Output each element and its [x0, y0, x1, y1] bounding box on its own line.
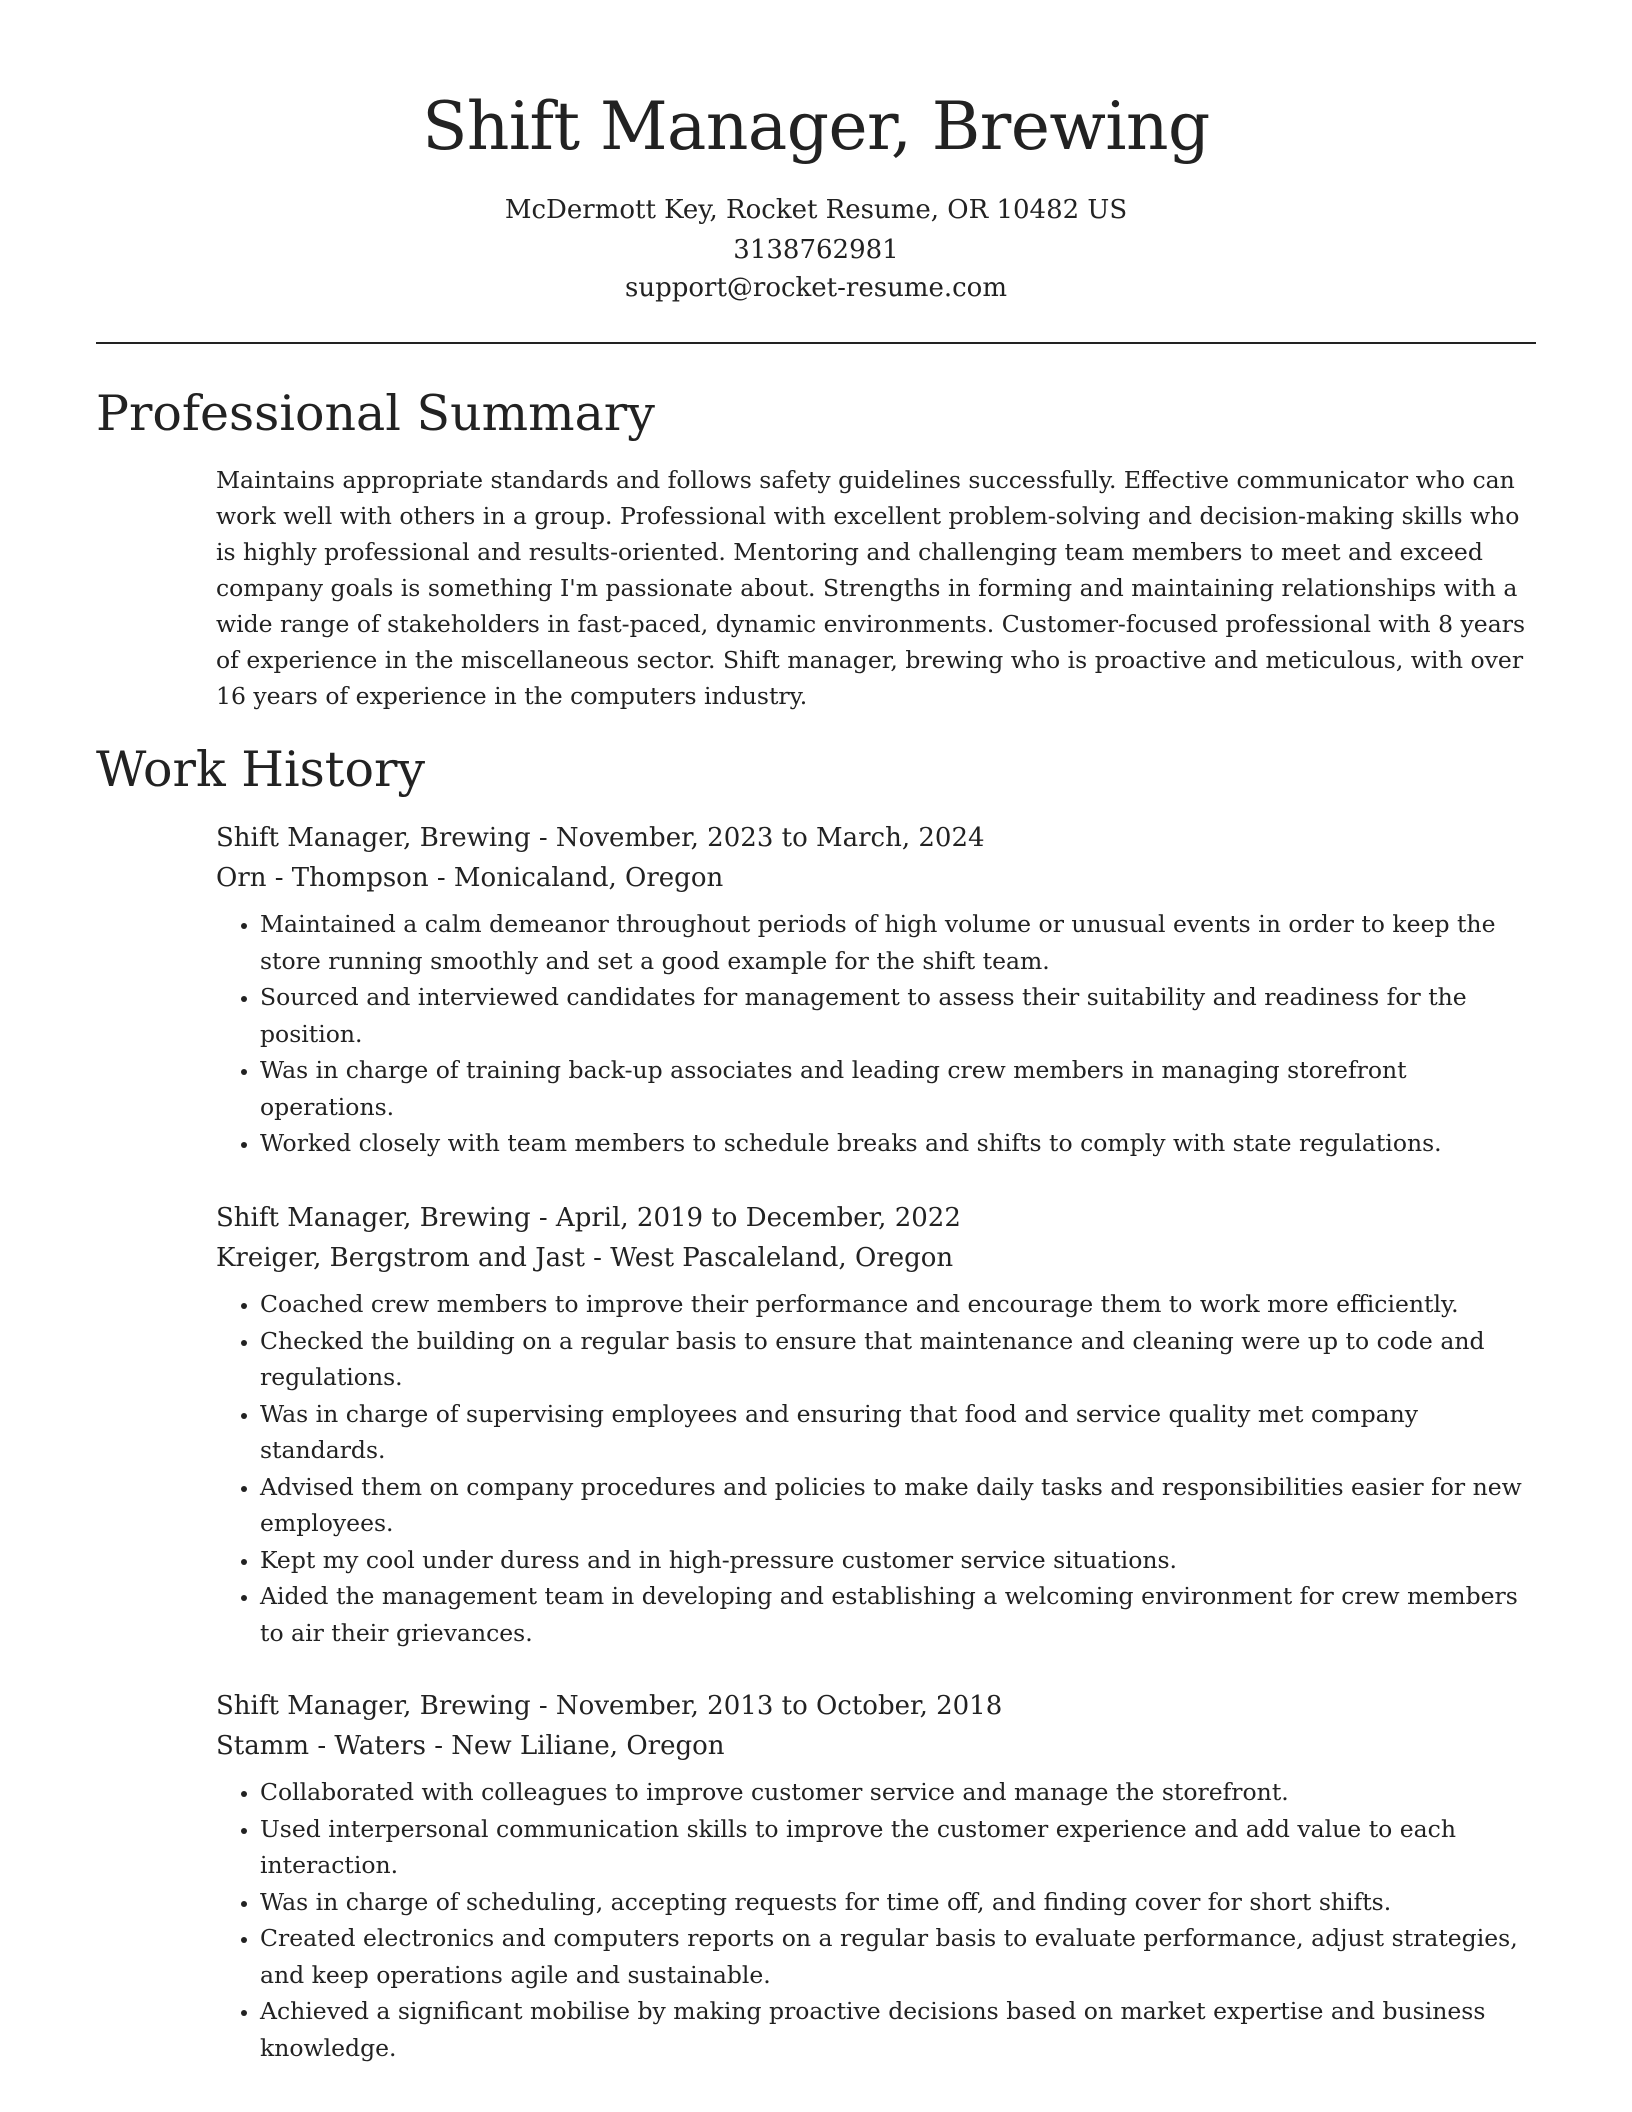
job-bullet: • Aided the management team in developing and establishing a welcoming environment for crew members to air their grievances.: [260, 1578, 1536, 1651]
job-bullets: [216, 1774, 1536, 2066]
job-bullet: • Sourced and interviewed candidates for management to assess their suitability and readiness for the position.: [260, 979, 1536, 1052]
contact-phone: 3138762981: [733, 235, 899, 265]
job-bullets: [216, 1286, 1536, 1651]
job-bullet: • Used interpersonal communication skills to improve the customer experience and add value to each interaction.: [260, 1811, 1536, 1884]
job-bullet: • Coached crew members to improve their performance and encourage them to work more efficiently.: [260, 1286, 1536, 1323]
job-employer-line: Stamm - Waters - New Liliane, Oregon: [216, 1731, 725, 1761]
job-bullet: • Checked the building on a regular basis to ensure that maintenance and cleaning were up to code and regulations.: [260, 1323, 1536, 1396]
job-title: Shift Manager, Brewing: [216, 1691, 531, 1721]
job-bullet: • Collaborated with colleagues to improve customer service and manage the storefront.: [260, 1774, 1536, 1811]
job-title: Shift Manager, Brewing: [216, 1203, 531, 1233]
job-bullet: • Created electronics and computers reports on a regular basis to evaluate performance, adjust strategies, and keep operations agile and sustainable.: [260, 1920, 1536, 1993]
job-bullet: • Worked closely with team members to schedule breaks and shifts to comply with state regulations.: [260, 1125, 1536, 1162]
job-bullet: • Kept my cool under duress and in high-pressure customer service situations.: [260, 1542, 1536, 1579]
job-entry: [216, 818, 1536, 1162]
header-divider: [96, 342, 1536, 344]
job-title: Shift Manager, Brewing: [216, 823, 531, 853]
job-employer-line: Orn - Thompson - Monicaland, Oregon: [216, 863, 724, 893]
contact-email: support@rocket-resume.com: [624, 273, 1007, 303]
job-location: New Liliane, Oregon: [451, 1731, 725, 1761]
job-bullet: • Advised them on company procedures and policies to make daily tasks and responsibilities easier for new employees.: [260, 1469, 1536, 1542]
job-title-line: Shift Manager, Brewing - November, 2013 to October, 2018: [216, 1691, 1003, 1721]
job-title-line: Shift Manager, Brewing - November, 2023 to March, 2024: [216, 823, 985, 853]
job-bullet: • Maintained a calm demeanor throughout periods of high volume or unusual events in order to keep the store running smoothly and set a good example for the shift team.: [260, 906, 1536, 979]
job-employer: Stamm - Waters: [216, 1731, 426, 1761]
job-entry: [216, 1686, 1536, 2066]
job-employer: Orn - Thompson: [216, 863, 429, 893]
job-entry: [216, 1198, 1536, 1651]
job-bullet: • Was in charge of scheduling, accepting requests for time off, and finding cover for short shifts.: [260, 1884, 1536, 1921]
job-title-line: Shift Manager, Brewing - April, 2019 to December, 2022: [216, 1203, 961, 1233]
candidate-name: Shift Manager, Brewing: [422, 88, 1210, 165]
job-bullet: • Achieved a significant mobilise by making proactive decisions based on market expertise and business knowledge.: [260, 1993, 1536, 2066]
job-dates: November, 2013 to October, 2018: [555, 1691, 1003, 1721]
job-location: Monicaland, Oregon: [453, 863, 724, 893]
job-employer-line: Kreiger, Bergstrom and Jast - West Pascaleland, Oregon: [216, 1243, 954, 1273]
summary-text: Maintains appropriate standards and follows safety guidelines successfully. Effective communicator who can work well with others in a group. Professional with excellent problem-solving and decision-making skills who is highly professional and results-oriented. Mentoring and challenging team members to meet and exceed company goals is something I'm passionate about. Strengths in forming and maintaining relationships with a wide range of stakeholders in fast-paced, dynamic environments. Customer-focused professional with 8 years of experience in the miscellaneous sector. Shift manager, brewing who is proactive and meticulous, with over 16 years of experience in the computers industry.: [216, 466, 1526, 710]
job-location: West Pascaleland, Oregon: [610, 1243, 954, 1273]
job-bullet: • Was in charge of supervising employees and ensuring that food and service quality met company standards.: [260, 1396, 1536, 1469]
job-bullets: [216, 906, 1536, 1162]
job-bullet: • Was in charge of training back-up associates and leading crew members in managing storefront operations.: [260, 1052, 1536, 1125]
job-dates: April, 2019 to December, 2022: [555, 1203, 961, 1233]
job-employer: Kreiger, Bergstrom and Jast: [216, 1243, 585, 1273]
summary-heading: Professional Summary: [96, 385, 655, 442]
job-dates: November, 2023 to March, 2024: [555, 823, 985, 853]
contact-address: McDermott Key, Rocket Resume, OR 10482 US: [504, 195, 1128, 225]
work-history-heading: Work History: [96, 741, 426, 798]
